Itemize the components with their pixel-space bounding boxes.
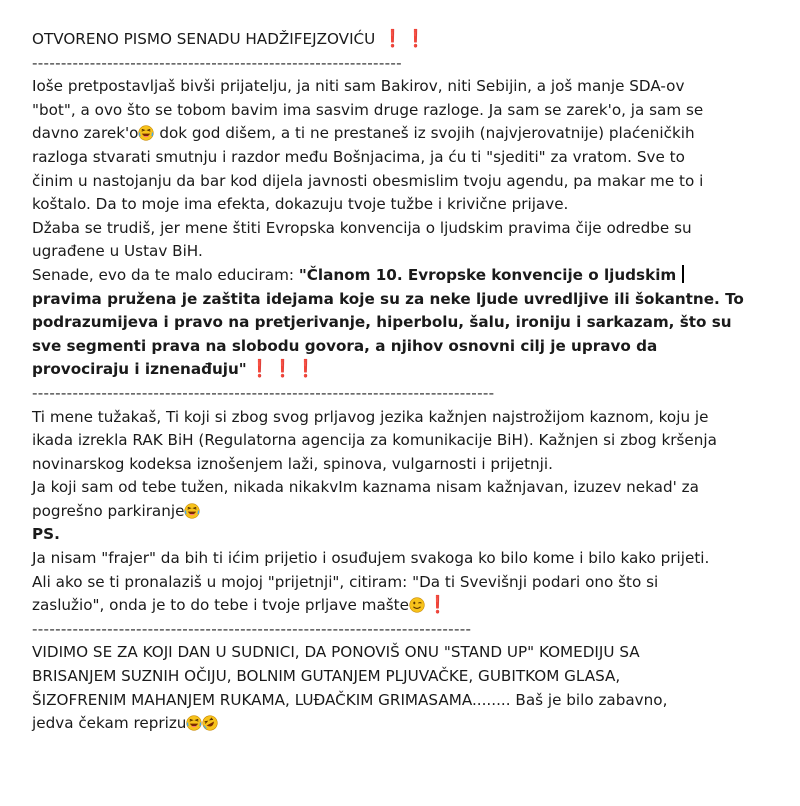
text-line <box>32 122 784 146</box>
quote-line: pravima pružena je zaštita idejama koje su za neke ljude uvredljive ili šokantne. To <box>32 289 744 308</box>
quote-text: "Članom 10. Evropske konvencije o ljudskim <box>298 265 677 284</box>
text-fragment: dok god dišem, a ti ne prestaneš iz svojih (najvjerovatnije) plaćeničkih <box>159 124 695 143</box>
text-line: Ali ako se ti pronalaziš u mojoj "prijetnji", citiram: "Da ti Svevišnji podari ono što si <box>32 572 659 591</box>
paragraph-closing <box>32 641 784 735</box>
text-fragment: pogrešno parkiranje <box>32 501 185 520</box>
quote-line: sve segmenti prava na slobodu govora, a njihov osnovni cilj je upravo da <box>32 336 658 355</box>
text-cursor <box>682 265 684 283</box>
separator: ---------------------------------------------------------------- <box>32 53 402 72</box>
quote-end: provociraju i iznenađuju" <box>32 360 247 379</box>
red-exclamation-icon: ❗ <box>249 359 269 380</box>
letter-title <box>32 28 784 52</box>
text-line: ikada izrekla RAK BiH (Regulatorna agencija za komunikacije BiH). Kažnjen si zbog kršenja <box>32 431 717 450</box>
title-text: OTVORENO PISMO SENADU HADŽIFEJZOVIĆU <box>32 30 376 48</box>
text-fragment: zaslužio", onda je to do tebe i tvoje prljave mašte <box>32 596 409 615</box>
red-exclamation-icon: ❗ <box>428 595 448 616</box>
laughing-face-icon <box>184 503 200 519</box>
quote-intro: Senade, evo da te malo educiram: <box>32 265 294 284</box>
winking-face-icon <box>409 597 425 613</box>
red-exclamation-icon: ❗ <box>272 359 293 380</box>
text-line: "bot", a ovo što se tobom bavim ima sasvim druge razloge. Ja sam se zarek'o, ja sam se <box>32 100 704 119</box>
convention-quote <box>32 264 784 382</box>
text-line: novinarskog kodeksa iznošenjem laži, spinova, vulgarnosti i prijetnji. <box>32 454 553 473</box>
rolling-laughing-face-icon <box>202 715 218 731</box>
text-line <box>32 264 784 288</box>
text-line <box>32 594 784 618</box>
text-line <box>32 712 784 736</box>
open-letter-post <box>32 22 784 736</box>
paragraph-intro <box>32 75 784 264</box>
text-fragment: jedva čekam reprizu <box>32 714 187 733</box>
text-line <box>32 500 784 524</box>
text-fragment: davno zarek'o <box>32 124 139 143</box>
text-line: BRISANJEM SUZNIH OČIJU, BOLNIM GUTANJEM PLJUVAČKE, GUBITKOM GLASA, <box>32 667 621 686</box>
text-line: Ja nisam "frajer" da bih ti ićim prijetio i osuđujem svakoga ko bilo kome i bilo kako prijeti. <box>32 549 710 568</box>
text-line: VIDIMO SE ZA KOJI DAN U SUDNICI, DA PONOVIŠ ONU "STAND UP" KOMEDIJU SA <box>32 643 640 662</box>
quote-line <box>32 358 784 382</box>
red-exclamation-icon: ❗ <box>406 29 426 49</box>
laughing-face-icon <box>138 125 154 141</box>
red-exclamation-icon: ❗ <box>296 359 316 380</box>
ps-label: PS. <box>32 525 60 544</box>
paragraph-ps <box>32 547 784 618</box>
paragraph-lawsuit <box>32 406 784 524</box>
text-line: Ja koji sam od tebe tužen, nikada nikakvIm kaznama nisam kažnjavan, izuzev nekad' za <box>32 478 699 497</box>
separator: ---------------------------------------------------------------------------- <box>32 619 472 638</box>
text-line: Džaba se trudiš, jer mene štiti Evropska konvencija o ljudskim pravima čije odredbe su <box>32 218 692 237</box>
text-line: činim u nastojanju da bar kod dijela javnosti obesmislim tvoju agendu, pa makar me to i <box>32 171 704 190</box>
text-line: ugrađene u Ustav BiH. <box>32 242 203 261</box>
red-exclamation-icon: ❗ <box>383 29 403 49</box>
separator: -------------------------------------------------------------------------------- <box>32 383 495 402</box>
text-line: koštalo. Da to moje ima efekta, dokazuju tvoje tužbe i krivične prijave. <box>32 195 569 214</box>
text-line: Ti mene tužakaš, Ti koji si zbog svog prljavog jezika kažnjen najstrožijom kaznom, koju je <box>32 407 709 426</box>
text-line: Ioše pretpostavljaš bivši prijatelju, ja niti sam Bakirov, niti Sebijin, a još manje SDA-ov <box>32 77 685 96</box>
text-line: ŠIZOFRENIM MAHANJEM RUKAMA, LUĐAČKIM GRIMASAMA........ Baš je bilo zabavno, <box>32 690 668 709</box>
text-line: razloga stvarati smutnju i razdor među Bošnjacima, ja ću ti "sjediti" za vratom. Sve to <box>32 147 685 166</box>
quote-line: podrazumijeva i pravo na pretjerivanje, hiperbolu, šalu, ironiju i sarkazam, što su <box>32 313 732 332</box>
laughing-face-icon <box>186 715 202 731</box>
